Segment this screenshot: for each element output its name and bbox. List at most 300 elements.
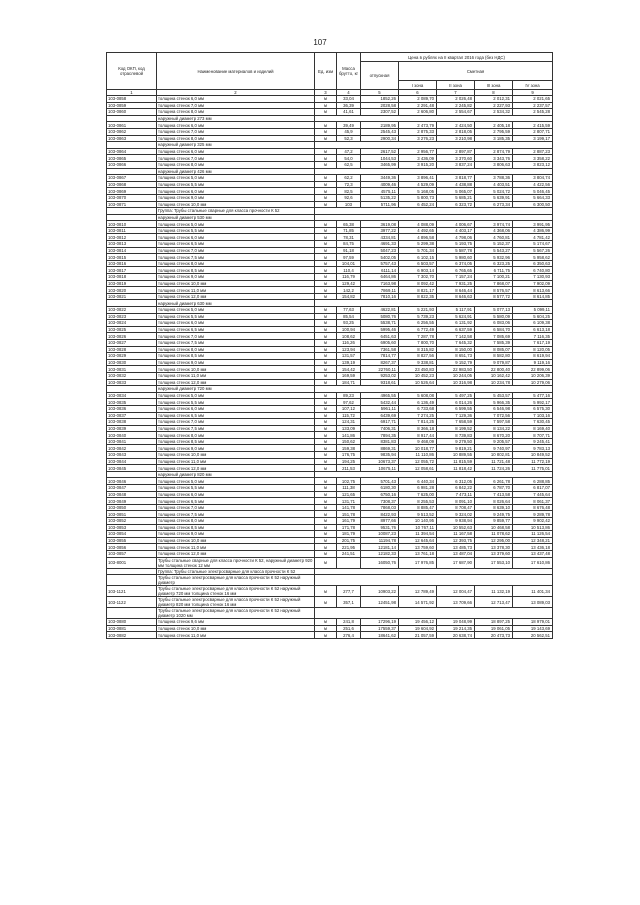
- item-code: 103-0861: [107, 122, 157, 129]
- item-mass: 78,31: [337, 234, 361, 241]
- price-zone-3: 13 378,30: [475, 544, 513, 551]
- price-zone-3: 4 760,81: [475, 234, 513, 241]
- item-name: толщина стенок 8,0 мм: [157, 432, 315, 439]
- price-zone-1: 6 772,49: [399, 326, 437, 333]
- item-unit: м: [315, 274, 337, 281]
- price-zone-2: 7 645,32: [437, 339, 475, 346]
- item-code: 103-0856: [107, 544, 157, 551]
- price-zone-4: 3 199,17: [513, 135, 553, 142]
- item-name: толщина стенок 5,5 мм: [157, 181, 315, 188]
- price-zone-4: 7 130,93: [513, 274, 553, 281]
- item-name: толщина стенок 7,0 мм: [157, 247, 315, 254]
- table-row: [107, 307, 553, 314]
- price-zone-4: 13 089,03: [513, 597, 553, 608]
- price-release: 7308,37: [361, 498, 399, 505]
- item-code: 103-0824: [107, 320, 157, 327]
- item-name: толщина стенок 6,0 мм: [157, 405, 315, 412]
- price-zone-1: 5 299,38: [399, 241, 437, 248]
- item-mass: 97,62: [337, 399, 361, 406]
- price-zone-4: 6 300,50: [513, 201, 553, 208]
- item-unit: м: [315, 102, 337, 109]
- item-code: 103-0866: [107, 161, 157, 168]
- price-zone-3: 7 072,56: [475, 412, 513, 419]
- price-release: 5701,43: [361, 478, 399, 485]
- price-release: 22760,11: [361, 366, 399, 373]
- price-zone-4: 19 143,69: [513, 625, 553, 632]
- price-zone-2: 10 244,05: [437, 372, 475, 379]
- price-zone-2: 3 837,24: [437, 161, 475, 168]
- item-unit: м: [315, 458, 337, 465]
- price-zone-1: 9 513,52: [399, 511, 437, 518]
- item-mass: 150,62: [337, 438, 361, 445]
- item-name: толщина стенок 10,0 мм: [157, 625, 315, 632]
- price-zone-1: 19 456,12: [399, 619, 437, 626]
- item-unit: м: [315, 155, 337, 162]
- item-name: толщина стенок 9,0 мм: [157, 531, 315, 538]
- group-filler-cell: [315, 568, 553, 575]
- price-zone-4: 9 289,78: [513, 511, 553, 518]
- item-name: толщина стенок 6,5 мм: [157, 498, 315, 505]
- item-code: 103-0858: [107, 96, 157, 103]
- item-name: толщина стенок 11,0 мм: [157, 544, 315, 551]
- price-zone-2: 5 193,75: [437, 241, 475, 248]
- price-zone-4: 4 386,99: [513, 227, 553, 234]
- table-row: [107, 504, 553, 511]
- price-zone-3: 2 227,93: [475, 102, 513, 109]
- item-unit: м: [315, 372, 337, 379]
- item-unit: м: [315, 452, 337, 459]
- price-zone-4: 12 348,21: [513, 537, 553, 544]
- item-mass: 221,95: [337, 544, 361, 551]
- price-release: 6439,69: [361, 412, 399, 419]
- header-zone-2: II зона: [437, 81, 475, 90]
- table-row: [107, 498, 553, 505]
- table-row: [107, 201, 553, 208]
- item-unit: м: [315, 227, 337, 234]
- price-zone-1: 8 885,47: [399, 504, 437, 511]
- price-zone-3: 20 473,73: [475, 632, 513, 639]
- price-zone-4: 5 046,45: [513, 188, 553, 195]
- item-code: 103-0850: [107, 504, 157, 511]
- price-zone-3: 4 403,51: [475, 181, 513, 188]
- item-mass: 194,25: [337, 458, 361, 465]
- group-header-row: [107, 471, 553, 478]
- price-release: 1044,53: [361, 155, 399, 162]
- price-zone-1: 6 503,57: [399, 260, 437, 267]
- table-row: [107, 366, 553, 373]
- item-unit: м: [315, 326, 337, 333]
- item-mass: 93,25: [337, 320, 361, 327]
- item-name: толщина стенок 6,5 мм: [157, 326, 315, 333]
- table-row: [107, 241, 553, 248]
- item-code: 103-0813: [107, 241, 157, 248]
- group-header-row: [107, 142, 553, 149]
- price-zone-1: 9 338,81: [399, 359, 437, 366]
- price-zone-2: 10 889,55: [437, 452, 475, 459]
- price-zone-2: 11 815,59: [437, 458, 475, 465]
- item-code: 103-0827: [107, 339, 157, 346]
- price-zone-1: 7 814,25: [399, 419, 437, 426]
- price-zone-3: 8 576,57: [475, 287, 513, 294]
- item-name: толщина стенок 7,5 мм: [157, 511, 315, 518]
- page-number: 107: [313, 38, 327, 47]
- item-mass: 72,3: [337, 181, 361, 188]
- item-code: 103-0834: [107, 392, 157, 399]
- table-row: [107, 260, 553, 267]
- table-row: [107, 109, 553, 116]
- price-zone-1: 2 291,48: [399, 102, 437, 109]
- price-zone-3: 8 085,07: [475, 346, 513, 353]
- item-unit: м: [315, 161, 337, 168]
- item-name: толщина стенок 7,0 мм: [157, 155, 315, 162]
- price-zone-2: 19 214,35: [437, 625, 475, 632]
- item-code: 103-0833: [107, 379, 157, 386]
- price-zone-1: 8 366,18: [399, 425, 437, 432]
- price-zone-4: 3 358,22: [513, 155, 553, 162]
- item-code: 103-0836: [107, 405, 157, 412]
- price-zone-4: 22 899,06: [513, 366, 553, 373]
- item-mass: 103: [337, 201, 361, 208]
- price-release: 4009,46: [361, 181, 399, 188]
- item-code: 103-0835: [107, 399, 157, 406]
- table-row: [107, 188, 553, 195]
- item-code: 103-0820: [107, 287, 157, 294]
- price-zone-3: 9 249,75: [475, 511, 513, 518]
- price-release: 8977,66: [361, 518, 399, 525]
- price-zone-1: 12 645,64: [399, 537, 437, 544]
- price-zone-4: 17 610,86: [513, 557, 553, 568]
- table-row: [107, 135, 553, 142]
- price-zone-2: 19 048,99: [437, 619, 475, 626]
- item-code: 103-0855: [107, 537, 157, 544]
- price-zone-1: 7 287,78: [399, 333, 437, 340]
- price-zone-4: 5 567,26: [513, 247, 553, 254]
- item-mass: 277,7: [337, 586, 361, 597]
- price-zone-2: 4 403,17: [437, 227, 475, 234]
- price-zone-2: 8 199,52: [437, 425, 475, 432]
- item-unit: м: [315, 438, 337, 445]
- item-code: 103-0853: [107, 524, 157, 531]
- group-title: наружный диаметр 530 мм: [157, 214, 315, 221]
- price-zone-4: 2 887,23: [513, 148, 553, 155]
- item-mass: 107,12: [337, 405, 361, 412]
- item-unit: м: [315, 260, 337, 267]
- price-zone-3: 11 721,48: [475, 458, 513, 465]
- item-unit: м: [315, 254, 337, 261]
- table-row: [107, 122, 553, 129]
- group-title: наружный диаметр 273 мм: [157, 115, 315, 122]
- price-zone-2: 20 638,74: [437, 632, 475, 639]
- price-table: [106, 52, 553, 639]
- item-unit: м: [315, 524, 337, 531]
- column-index: 9: [513, 90, 553, 96]
- price-zone-3: 9 079,87: [475, 359, 513, 366]
- header-estimate: Сметная: [399, 62, 553, 81]
- price-zone-1: 8 315,82: [399, 346, 437, 353]
- price-zone-2: 7 473,11: [437, 491, 475, 498]
- price-zone-3: 8 639,10: [475, 504, 513, 511]
- price-zone-2: 5 685,21: [437, 194, 475, 201]
- item-unit: м: [315, 293, 337, 300]
- price-release: 5961,11: [361, 405, 399, 412]
- item-mass: 100,94: [337, 326, 361, 333]
- price-zone-3: 7 868,07: [475, 280, 513, 287]
- table-row: [107, 445, 553, 452]
- table-row: [107, 274, 553, 281]
- item-name: толщина стенок 10,0 мм: [157, 201, 315, 208]
- price-release: 9253,02: [361, 372, 399, 379]
- item-unit: м: [315, 379, 337, 386]
- item-mass: 77,63: [337, 307, 361, 314]
- price-zone-3: 6 273,34: [475, 201, 513, 208]
- price-zone-3: 7 085,69: [475, 333, 513, 340]
- item-unit: м: [315, 181, 337, 188]
- price-zone-2: 7 157,24: [437, 274, 475, 281]
- item-unit: м: [315, 518, 337, 525]
- price-zone-4: 8 169,40: [513, 425, 553, 432]
- price-zone-4: 7 445,64: [513, 491, 553, 498]
- item-name: толщина стенок 5,0 мм: [157, 307, 315, 314]
- item-name: толщина стенок 9,6 мм: [157, 619, 315, 626]
- price-zone-1: 2 956,77: [399, 148, 437, 155]
- price-zone-4: 2 237,57: [513, 102, 553, 109]
- price-release: 3449,36: [361, 175, 399, 182]
- price-zone-2: 9 938,94: [437, 518, 475, 525]
- item-name: толщина стенок 8,0 мм: [157, 346, 315, 353]
- table-row: [107, 175, 553, 182]
- price-zone-3: 5 543,27: [475, 247, 513, 254]
- price-zone-1: 8 917,44: [399, 432, 437, 439]
- price-zone-1: 3 896,41: [399, 175, 437, 182]
- item-code: 103-0863: [107, 135, 157, 142]
- column-index: 4: [337, 90, 361, 96]
- price-zone-4: 7 103,16: [513, 412, 553, 419]
- price-zone-1: 4 896,58: [399, 234, 437, 241]
- header-code: Код ОКП, код отраслевой: [107, 53, 157, 90]
- item-unit: м: [315, 148, 337, 155]
- item-name: толщина стенок 7,0 мм: [157, 504, 315, 511]
- group-title: наружный диаметр 325 мм: [157, 142, 315, 149]
- table-row: [107, 544, 553, 551]
- item-code: 103-0818: [107, 274, 157, 281]
- price-zone-2: 6 374,05: [437, 260, 475, 267]
- price-zone-2: 2 554,67: [437, 109, 475, 116]
- item-unit: м: [315, 366, 337, 373]
- price-release: 8381,83: [361, 438, 399, 445]
- table-row: [107, 405, 553, 412]
- item-code: 103-0871: [107, 201, 157, 208]
- item-unit: м: [315, 504, 337, 511]
- price-zone-1: 6 733,68: [399, 405, 437, 412]
- item-code: 103-8001: [107, 557, 157, 568]
- price-zone-3: 2 534,32: [475, 109, 513, 116]
- item-mass: 116,26: [337, 339, 361, 346]
- item-mass: 82,5: [337, 188, 361, 195]
- item-code: 103-1122: [107, 597, 157, 608]
- item-unit: м: [315, 478, 337, 485]
- item-code: 103-0828: [107, 346, 157, 353]
- price-release: 6111,14: [361, 267, 399, 274]
- price-zone-2: 7 658,59: [437, 419, 475, 426]
- item-name: толщина стенок 9,0 мм: [157, 194, 315, 201]
- item-mass: 65,38: [337, 221, 361, 228]
- item-unit: м: [315, 399, 337, 406]
- item-unit: м: [315, 625, 337, 632]
- price-zone-1: 6 440,34: [399, 478, 437, 485]
- item-code: 103-0830: [107, 359, 157, 366]
- item-unit: м: [315, 550, 337, 557]
- item-name: толщина стенок 10,0 мм: [157, 537, 315, 544]
- price-table-container: [106, 52, 552, 639]
- item-unit: м: [315, 122, 337, 129]
- item-unit: м: [315, 135, 337, 142]
- item-name: толщина стенок 5,5 мм: [157, 399, 315, 406]
- price-zone-3: 5 966,35: [475, 399, 513, 406]
- item-unit: м: [315, 632, 337, 639]
- price-zone-1: 5 701,34: [399, 247, 437, 254]
- price-zone-3: 3 343,76: [475, 155, 513, 162]
- price-zone-3: 5 932,96: [475, 254, 513, 261]
- price-zone-1: 12 055,72: [399, 458, 437, 465]
- header-mass: Масса брутто, кг: [337, 53, 361, 90]
- price-zone-3: 6 584,70: [475, 326, 513, 333]
- item-code: 103-0852: [107, 518, 157, 525]
- table-row: [107, 96, 553, 103]
- group-title: Трубы стальные электросварные для класса прочности К 52 наружный диаметр 1020 мм: [157, 608, 315, 619]
- price-zone-4: 10 849,52: [513, 452, 553, 459]
- price-zone-2: 8 646,44: [437, 287, 475, 294]
- price-zone-3: 9 859,77: [475, 518, 513, 525]
- group-filler-cell: [315, 168, 553, 175]
- price-zone-4: 3 804,74: [513, 175, 553, 182]
- item-name: толщина стенок 6,0 мм: [157, 96, 315, 103]
- item-unit: м: [315, 234, 337, 241]
- price-zone-2: 3 370,60: [437, 155, 475, 162]
- price-zone-2: 7 142,58: [437, 333, 475, 340]
- table-row: [107, 632, 553, 639]
- table-row: [107, 333, 553, 340]
- table-row: [107, 339, 553, 346]
- price-zone-1: 13 761,18: [399, 550, 437, 557]
- price-zone-3: 13 379,60: [475, 550, 513, 557]
- price-release: 1852,26: [361, 96, 399, 103]
- price-release: 2307,52: [361, 109, 399, 116]
- price-release: 10903,22: [361, 586, 399, 597]
- table-row: [107, 531, 553, 538]
- item-code: 103-0860: [107, 109, 157, 116]
- item-code: 103-0864: [107, 148, 157, 155]
- price-zone-1: 6 903,14: [399, 267, 437, 274]
- price-zone-3: 2 405,18: [475, 122, 513, 129]
- price-zone-2: 22 983,50: [437, 366, 475, 373]
- price-zone-3: 3 974,74: [475, 221, 513, 228]
- item-code: 103-0812: [107, 234, 157, 241]
- price-zone-4: 3 991,95: [513, 221, 553, 228]
- price-zone-2: 7 129,36: [437, 412, 475, 419]
- price-zone-3: 6 083,06: [475, 320, 513, 327]
- item-mass: 142,2: [337, 287, 361, 294]
- item-unit: м: [315, 201, 337, 208]
- item-unit: м: [315, 531, 337, 538]
- price-zone-3: 10 162,42: [475, 372, 513, 379]
- price-zone-3: 3 788,36: [475, 175, 513, 182]
- price-zone-4: 10 206,39: [513, 372, 553, 379]
- table-row: [107, 128, 553, 135]
- header-unit: Ед. изм: [315, 53, 337, 90]
- item-mass: 54,0: [337, 155, 361, 162]
- price-release: 6464,86: [361, 274, 399, 281]
- price-zone-4: 6 817,07: [513, 485, 553, 492]
- item-code: 103-0841: [107, 438, 157, 445]
- item-code: 103-0826: [107, 333, 157, 340]
- table-row: [107, 465, 553, 472]
- price-zone-1: 6 452,24: [399, 201, 437, 208]
- price-zone-1: 7 302,70: [399, 274, 437, 281]
- item-mass: 133,09: [337, 425, 361, 432]
- price-release: 9531,76: [361, 524, 399, 531]
- group-header-row: [107, 168, 553, 175]
- group-header-row: [107, 214, 553, 221]
- item-mass: 241,51: [337, 550, 361, 557]
- item-mass: 121,65: [337, 491, 361, 498]
- item-name: толщина стенок 12,0 мм: [157, 293, 315, 300]
- price-zone-3: 6 711,75: [475, 267, 513, 274]
- price-zone-4: 9 119,16: [513, 359, 553, 366]
- price-zone-3: 2 012,31: [475, 96, 513, 103]
- price-zone-1: 10 140,95: [399, 518, 437, 525]
- item-unit: м: [315, 586, 337, 597]
- item-mass: 89,23: [337, 392, 361, 399]
- table-row: [107, 181, 553, 188]
- table-row: [107, 537, 553, 544]
- item-unit: м: [315, 432, 337, 439]
- item-code: 103-0881: [107, 625, 157, 632]
- item-mass: 131,57: [337, 353, 361, 360]
- price-release: 17296,19: [361, 619, 399, 626]
- table-row: [107, 425, 553, 432]
- price-zone-2: 2 897,87: [437, 148, 475, 155]
- item-name: толщина стенок 8,0 мм: [157, 109, 315, 116]
- table-row: [107, 313, 553, 320]
- item-mass: 139,19: [337, 359, 361, 366]
- price-zone-3: 11 078,62: [475, 531, 513, 538]
- item-name: толщина стенок 6,0 мм: [157, 122, 315, 129]
- price-zone-2: 2 245,82: [437, 102, 475, 109]
- price-zone-2: 5 117,91: [437, 307, 475, 314]
- price-zone-2: 6 637,59: [437, 326, 475, 333]
- price-zone-4: 13 437,48: [513, 550, 553, 557]
- price-release: 6917,71: [361, 419, 399, 426]
- item-name: толщина стенок 5,0 мм: [157, 478, 315, 485]
- item-name: толщина стенок 8,0 мм: [157, 260, 315, 267]
- item-code: 103-0847: [107, 485, 157, 492]
- price-release: 3619,08: [361, 221, 399, 228]
- price-zone-4: 2 021,65: [513, 96, 553, 103]
- price-zone-4: 2 545,28: [513, 109, 553, 116]
- price-zone-3: 9 205,57: [475, 438, 513, 445]
- item-mass: 123,94: [337, 346, 361, 353]
- item-code: 103-0819: [107, 280, 157, 287]
- price-zone-1: 7 274,25: [399, 412, 437, 419]
- item-unit: м: [315, 412, 337, 419]
- price-zone-4: 5 174,67: [513, 241, 553, 248]
- item-mass: 141,78: [337, 504, 361, 511]
- item-name: толщина стенок 9,0 мм: [157, 445, 315, 452]
- item-mass: 36,39: [337, 102, 361, 109]
- price-release: 8869,31: [361, 445, 399, 452]
- item-code: 103-0829: [107, 353, 157, 360]
- price-zone-3: 7 597,58: [475, 419, 513, 426]
